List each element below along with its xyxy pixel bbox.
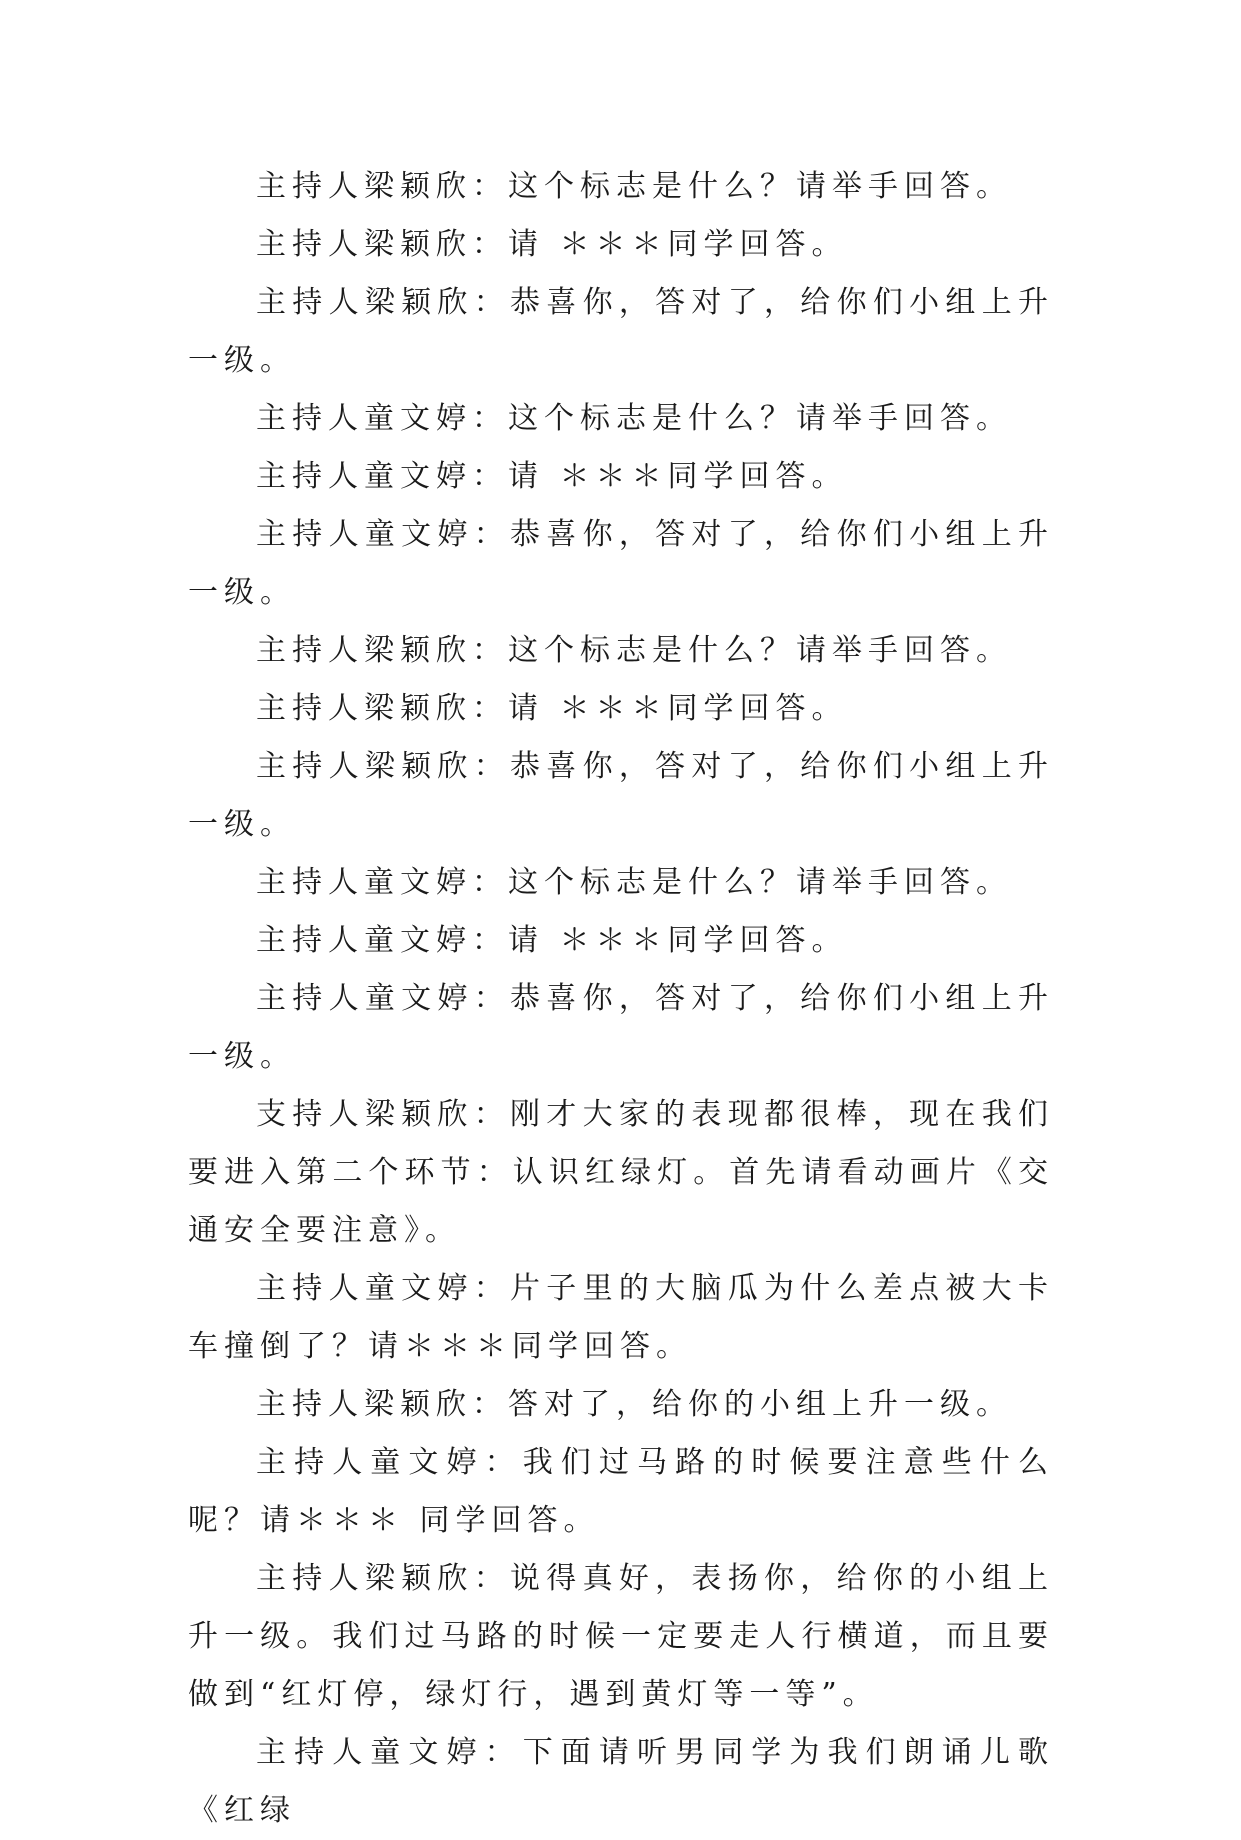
paragraph: 主持人童文婷：请 ＊＊＊同学回答。 [256,459,848,494]
paragraph: 主持人童文婷：请 ＊＊＊同学回答。 [256,923,848,958]
paragraph: 主持人梁颖欣：恭喜你，答对了，给你们小组上升一级。 [188,285,1054,378]
paragraph: 支持人梁颖欣：刚才大家的表现都很棒，现在我们要进入第二个环节：认识红绿灯。首先请看动画片《交通安全要注意》。 [188,1097,1054,1248]
paragraph: 主持人梁颖欣：答对了，给你的小组上升一级。 [256,1387,1012,1422]
paragraph: 主持人梁颖欣：这个标志是什么？请举手回答。 [256,633,1012,668]
paragraph: 主持人童文婷：这个标志是什么？请举手回答。 [256,401,1012,436]
paragraph: 主持人童文婷：片子里的大脑瓜为什么差点被大卡车撞倒了？请＊＊＊同学回答。 [188,1271,1054,1364]
document-body [188,158,1054,1840]
paragraph: 主持人梁颖欣：请 ＊＊＊同学回答。 [256,227,848,262]
paragraph: 主持人童文婷：下面请听男同学为我们朗诵儿歌《红绿 [188,1735,1054,1828]
paragraph: 主持人梁颖欣：请 ＊＊＊同学回答。 [256,691,848,726]
paragraph: 主持人童文婷：我们过马路的时候要注意些什么呢？请＊＊＊ 同学回答。 [188,1445,1054,1538]
paragraph: 主持人梁颖欣：这个标志是什么？请举手回答。 [256,169,1012,204]
paragraph: 主持人童文婷：恭喜你，答对了，给你们小组上升一级。 [188,981,1054,1074]
paragraph: 主持人童文婷：这个标志是什么？请举手回答。 [256,865,1012,900]
paragraph: 主持人梁颖欣：说得真好，表扬你，给你的小组上升一级。我们过马路的时候一定要走人行横道，而且要做到“红灯停，绿灯行，遇到黄灯等一等”。 [188,1561,1054,1712]
paragraph: 主持人童文婷：恭喜你，答对了，给你们小组上升一级。 [188,517,1054,610]
paragraph: 主持人梁颖欣：恭喜你，答对了，给你们小组上升一级。 [188,749,1054,842]
